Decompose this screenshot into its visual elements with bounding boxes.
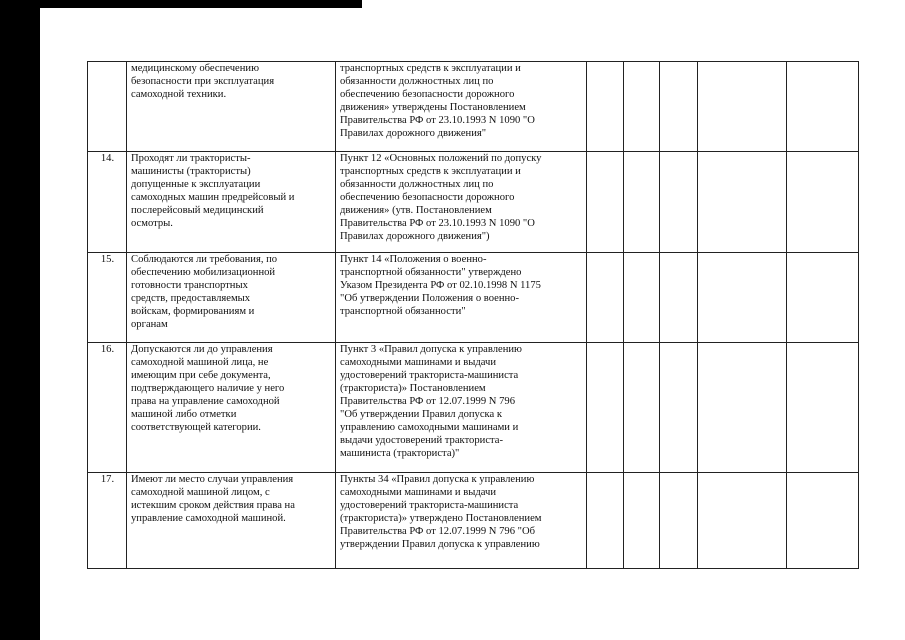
answer-cell <box>624 253 660 343</box>
reference-line: "Об утверждении Правил допуска к <box>340 409 503 420</box>
question-line: органам <box>131 319 168 330</box>
table-row <box>88 473 859 569</box>
reference-line: Указом Президента РФ от 02.10.1998 N 1175 <box>340 280 541 291</box>
row-number: 16. <box>88 343 127 473</box>
question-cell <box>127 62 336 152</box>
reference-line: обеспечению безопасности дорожного <box>340 89 515 100</box>
reference-line: Правилах дорожного движения" <box>340 128 487 139</box>
question-line: самоходной техники. <box>131 89 227 100</box>
reference-line: утверждении Правил допуска к управлению <box>340 539 540 550</box>
reference-line: "Об утверждении Положения о военно- <box>340 293 519 304</box>
answer-cell <box>787 473 859 569</box>
reference-cell <box>336 343 587 473</box>
question-line: медицинскому обеспечению <box>131 63 259 74</box>
answer-cell <box>698 253 787 343</box>
reference-line: управлению самоходными машинами и <box>340 422 519 433</box>
answer-cell <box>698 343 787 473</box>
reference-line: (тракториста)» утверждено Постановлением <box>340 513 542 524</box>
question-line: управление самоходной машиной. <box>131 513 286 524</box>
answer-cell <box>660 343 698 473</box>
question-line: Соблюдаются ли требования, по <box>131 254 278 265</box>
reference-line: Правительства РФ от 12.07.1999 N 796 <box>340 396 515 407</box>
question-line: обеспечению мобилизационной <box>131 267 276 278</box>
answer-cell <box>787 62 859 152</box>
reference-line: выдачи удостоверений тракториста- <box>340 435 504 446</box>
reference-line: движения» (утв. Постановлением <box>340 205 492 216</box>
question-cell <box>127 473 336 569</box>
answer-cell <box>698 62 787 152</box>
row-number <box>88 62 127 152</box>
reference-line: Пункт 3 «Правил допуска к управлению <box>340 344 522 355</box>
question-cell <box>127 253 336 343</box>
question-line: истекшим сроком действия права на <box>131 500 295 511</box>
answer-cell <box>660 253 698 343</box>
reference-line: самоходными машинами и выдачи <box>340 487 497 498</box>
row-number: 15. <box>88 253 127 343</box>
reference-line: обязанности должностных лиц по <box>340 76 494 87</box>
question-line: войскам, формированиям и <box>131 306 255 317</box>
answer-cell <box>660 62 698 152</box>
reference-line: Пункт 14 «Положения о военно- <box>340 254 487 265</box>
checklist-table <box>87 61 859 569</box>
table-row <box>88 62 859 152</box>
question-line: безопасности при эксплуатация <box>131 76 275 87</box>
reference-cell <box>336 253 587 343</box>
reference-line: Пункты 34 «Правил допуска к управлению <box>340 474 535 485</box>
question-line: машинисты (трактористы) <box>131 166 251 177</box>
scan-border-left <box>0 0 40 640</box>
reference-line: самоходными машинами и выдачи <box>340 357 497 368</box>
answer-cell <box>587 343 624 473</box>
question-line: осмотры. <box>131 218 173 229</box>
reference-line: Правилах дорожного движения") <box>340 231 490 242</box>
scan-border-top <box>0 0 362 8</box>
question-line: Допускаются ли до управления <box>131 344 273 355</box>
question-line: допущенные к эксплуатации <box>131 179 261 190</box>
reference-line: Правительства РФ от 12.07.1999 N 796 "Об <box>340 526 536 537</box>
answer-cell <box>698 473 787 569</box>
row-number: 17. <box>88 473 127 569</box>
question-line: Имеют ли место случаи управления <box>131 474 294 485</box>
question-line: Проходят ли трактористы- <box>131 153 251 164</box>
question-cell <box>127 343 336 473</box>
reference-line: транспортных средств к эксплуатации и <box>340 63 521 74</box>
table-body <box>88 62 859 569</box>
reference-line: удостоверений тракториста-машиниста <box>340 500 519 511</box>
question-line: средств, предоставляемых <box>131 293 251 304</box>
question-cell <box>127 152 336 253</box>
answer-cell <box>787 152 859 253</box>
reference-line: Правительства РФ от 23.10.1993 N 1090 "О <box>340 218 535 229</box>
table-row <box>88 152 859 253</box>
question-line: готовности транспортных <box>131 280 248 291</box>
answer-cell <box>587 152 624 253</box>
question-line: имеющим при себе документа, <box>131 370 271 381</box>
reference-cell <box>336 62 587 152</box>
answer-cell <box>624 343 660 473</box>
reference-line: транспортной обязанности" утверждено <box>340 267 522 278</box>
reference-cell <box>336 152 587 253</box>
question-line: самоходной машиной лицом, с <box>131 487 270 498</box>
answer-cell <box>587 253 624 343</box>
reference-line: движения» утверждены Постановлением <box>340 102 526 113</box>
question-line: самоходных машин предрейсовый и <box>131 192 295 203</box>
answer-cell <box>787 253 859 343</box>
reference-line: Пункт 12 «Основных положений по допуску <box>340 153 542 164</box>
reference-line: транспортных средств к эксплуатации и <box>340 166 521 177</box>
reference-line: обязанности должностных лиц по <box>340 179 494 190</box>
reference-line: обеспечению безопасности дорожного <box>340 192 515 203</box>
reference-cell <box>336 473 587 569</box>
answer-cell <box>624 152 660 253</box>
answer-cell <box>624 62 660 152</box>
answer-cell <box>787 343 859 473</box>
row-number: 14. <box>88 152 127 253</box>
answer-cell <box>624 473 660 569</box>
answer-cell <box>698 152 787 253</box>
answer-cell <box>660 473 698 569</box>
reference-line: Правительства РФ от 23.10.1993 N 1090 "О <box>340 115 535 126</box>
table-row <box>88 343 859 473</box>
question-line: машиной либо отметки <box>131 409 237 420</box>
question-line: послерейсовый медицинский <box>131 205 264 216</box>
question-line: подтверждающего наличие у него <box>131 383 285 394</box>
reference-line: машиниста (тракториста)" <box>340 448 460 459</box>
answer-cell <box>587 473 624 569</box>
reference-line: (тракториста)» Постановлением <box>340 383 486 394</box>
question-line: права на управление самоходной <box>131 396 280 407</box>
answer-cell <box>660 152 698 253</box>
answer-cell <box>587 62 624 152</box>
reference-line: удостоверений тракториста-машиниста <box>340 370 519 381</box>
question-line: соответствующей категории. <box>131 422 261 433</box>
table-row <box>88 253 859 343</box>
reference-line: транспортной обязанности" <box>340 306 466 317</box>
question-line: самоходной машиной лица, не <box>131 357 269 368</box>
